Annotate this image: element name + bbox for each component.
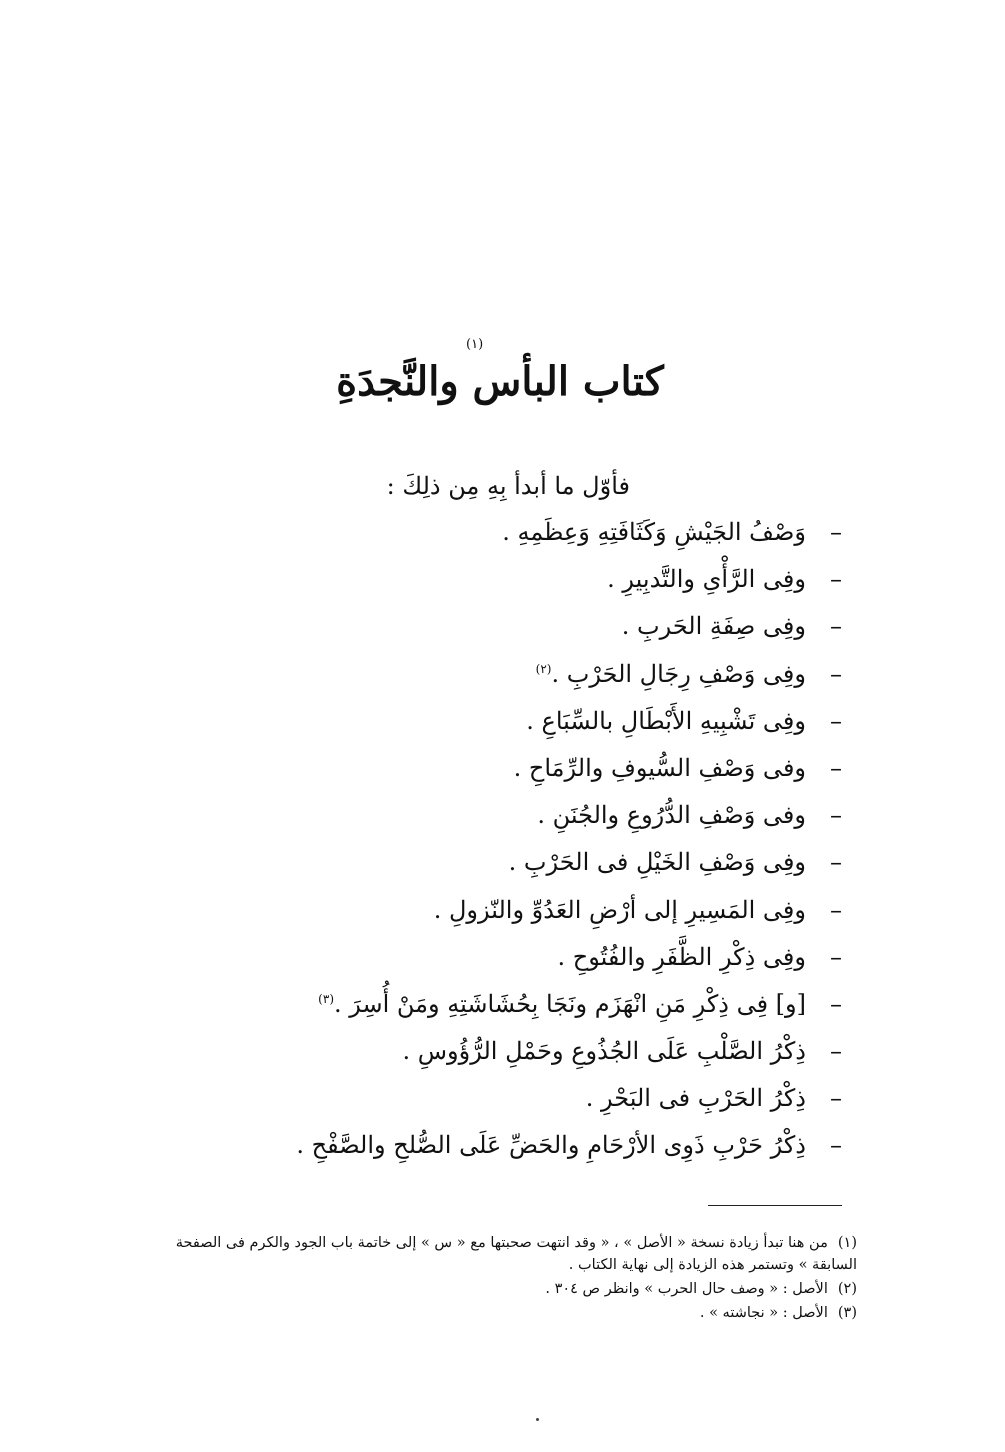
dash-bullet: – (830, 565, 842, 594)
chapter-title-text: كتاب البأس والنَّجدَةِ (336, 358, 664, 405)
list-item (122, 512, 842, 559)
dash-bullet: – (830, 659, 842, 688)
list-item (122, 654, 842, 701)
list-item (122, 606, 842, 653)
list-item-text: وفِى وَصْفِ رِجَالِ الحَرْبِ . (551, 659, 806, 688)
footnote-marker: (٣) (318, 991, 334, 1006)
list-item (122, 1031, 842, 1078)
list-item (122, 842, 842, 889)
list-item-text: وَصْفُ الجَيْشِ وَكَثَافَتِهِ وَعِظَمِهِ . (502, 518, 806, 546)
list-item (122, 701, 842, 748)
dash-bullet: – (830, 801, 842, 830)
footnote-divider (708, 1205, 842, 1206)
list-item (122, 795, 842, 842)
list-item-text: ذِكْرُ الصَّلْبِ عَلَى الجُذُوعِ وحَمْلِ الرُّؤُوسِ . (402, 1037, 806, 1066)
list-item-text: وفِى ذِكْرِ الظَّفَرِ والفُتُوحِ . (557, 942, 806, 971)
dash-bullet: – (830, 518, 842, 546)
intro-line: فأوّل ما أبدأ بِهِ مِن ذلِكَ : (386, 472, 630, 500)
footnote (137, 1232, 857, 1276)
topics-list (122, 512, 842, 1173)
dash-bullet: – (830, 895, 842, 924)
footnote-text: من هنا تبدأ زيادة نسخة « الأصل » ، « وقد انتهت صحبتها مع « س » إلى خاتمة باب الجود والكرم فى الصفحة السابقة » وتستمر هذه الزيادة إلى نهاية الكتاب . (175, 1235, 857, 1273)
title-footnote-marker: (١) (466, 337, 484, 352)
chapter-title (300, 337, 700, 412)
list-item (122, 748, 842, 795)
list-item (122, 984, 842, 1031)
list-item-text: وفِى وَصْفِ الخَيْلِ فى الحَرْبِ . (508, 848, 806, 877)
list-item-text: وفِى المَسِيرِ إلى أرْضِ العَدُوِّ والنّزولِ . (433, 895, 806, 924)
dash-bullet: – (830, 706, 842, 735)
dash-bullet: – (830, 942, 842, 971)
dash-bullet: – (830, 1084, 842, 1113)
list-item-text: وفِى صِفَةِ الحَربِ . (621, 612, 806, 641)
dash-bullet: – (830, 612, 842, 641)
list-item-text: وفِى الرَّأْىِ والتَّدبِيرِ . (607, 565, 806, 594)
list-item-text: ذِكْرُ الحَرْبِ فى البَحْرِ . (585, 1084, 806, 1113)
list-item-text: وفى وَصْفِ السُّيوفِ والرِّمَاحِ . (513, 753, 806, 782)
footnote-marker: (٢) (535, 661, 552, 676)
dash-bullet: – (830, 848, 842, 877)
dash-bullet: – (830, 989, 842, 1018)
print-speck (536, 1418, 539, 1421)
list-item (122, 937, 842, 984)
footnote-text: الأصل : « وصف حال الحرب » وانظر ص ٣٠٤ . (545, 1281, 828, 1297)
dash-bullet: – (830, 1131, 842, 1160)
list-item (122, 1125, 842, 1172)
footnote-number: (٢) (837, 1281, 857, 1297)
footnotes (137, 1232, 857, 1326)
footnote (137, 1278, 857, 1300)
list-item-text: وفِى تَشْبِيهِ الأَبْطَالِ بالسِّبَاعِ . (526, 706, 806, 735)
dash-bullet: – (830, 753, 842, 782)
dash-bullet: – (830, 1037, 842, 1066)
list-item (122, 559, 842, 606)
list-item-text: ذِكْرُ حَرْبِ ذَوِى الأرْحَامِ والحَضِّ عَلَى الصُّلحِ والصَّفْحِ . (296, 1131, 806, 1160)
list-item (122, 890, 842, 937)
footnote-number: (٣) (837, 1305, 857, 1321)
footnote (137, 1302, 857, 1324)
list-item-text: [و] فِى ذِكْرِ مَنِ انْهَزَم ونَجَا بِحُشَاشَتِهِ ومَنْ أُسِرَ . (334, 989, 806, 1018)
footnote-number: (١) (837, 1235, 857, 1251)
footnote-text: الأصل : « نجاشته » . (699, 1305, 828, 1321)
list-item (122, 1078, 842, 1125)
list-item-text: وفى وَصْفِ الدُّرُوعِ والجُنَنِ . (537, 801, 806, 830)
